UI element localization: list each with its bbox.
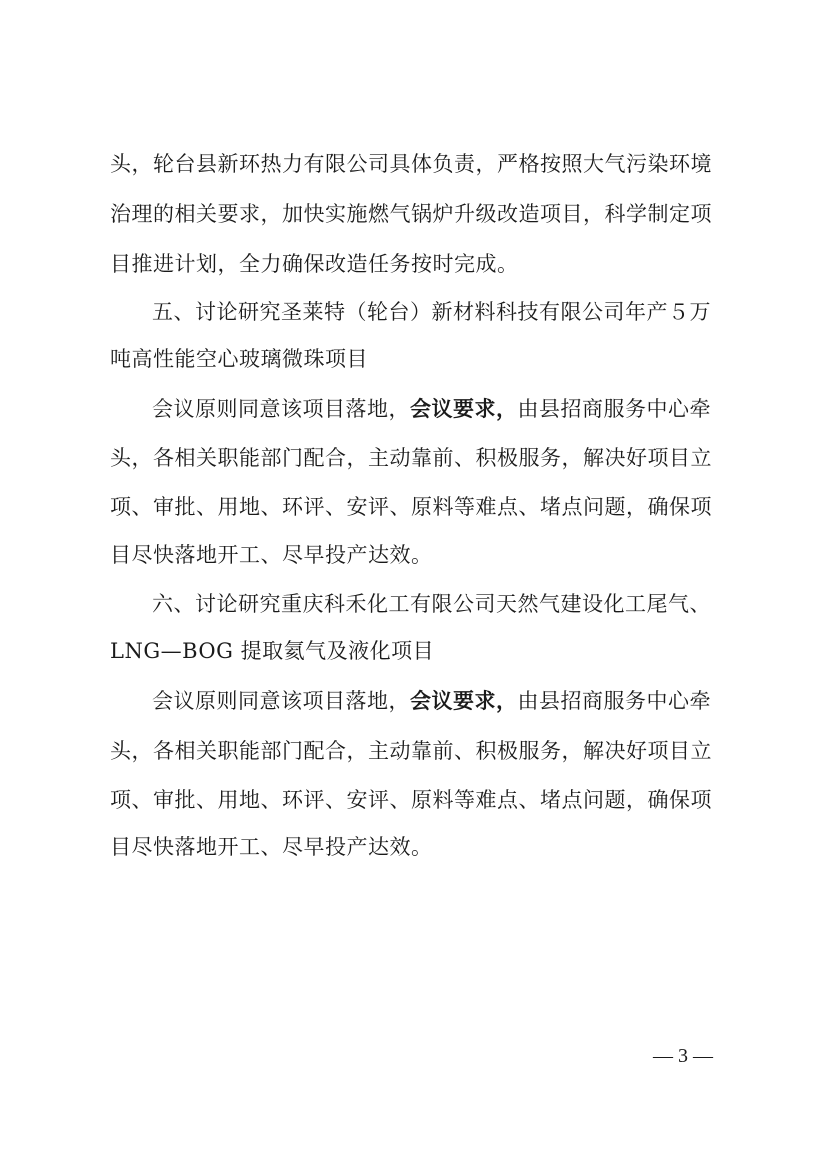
body-line: 目尽快落地开工、尽早投产达效。 [110, 835, 433, 859]
body-line: 头，各相关职能部门配合，主动靠前、积极服务，解决好项目立 [110, 446, 712, 470]
bold-text: 会议要求， [410, 397, 518, 421]
page-number: — 3 — [653, 1045, 713, 1067]
body-line: 项、审批、用地、环评、安评、原料等难点、堵点问题，确保项 [110, 495, 712, 519]
body-text: 会议原则同意该项目落地， [152, 689, 410, 713]
body-line: 目尽快落地开工、尽早投产达效。 [110, 543, 433, 567]
section-heading: 五、讨论研究圣莱特（轮台）新材料科技有限公司年产５万 [152, 300, 711, 324]
bold-text: 会议要求， [410, 689, 518, 713]
body-line: 目推进计划，全力确保改造任务按时完成。 [110, 252, 519, 276]
section-heading: 六、讨论研究重庆科禾化工有限公司天然气建设化工尾气、 [152, 592, 711, 616]
body-text: 由县招商服务中心牵 [517, 689, 711, 713]
body-text: 会议原则同意该项目落地， [152, 397, 410, 421]
section-heading: LNG—BOG 提取氦气及液化项目 [110, 639, 435, 663]
body-line [152, 395, 711, 423]
body-line: 头，各相关职能部门配合，主动靠前、积极服务，解决好项目立 [110, 739, 712, 763]
body-line: 项、审批、用地、环评、安评、原料等难点、堵点问题，确保项 [110, 788, 712, 812]
section-heading: 吨高性能空心玻璃微珠项目 [110, 347, 368, 371]
body-line: 头，轮台县新环热力有限公司具体负责，严格按照大气污染环境 [110, 152, 712, 176]
body-line [152, 687, 711, 715]
body-text: 由县招商服务中心牵 [517, 397, 711, 421]
body-line: 治理的相关要求，加快实施燃气锅炉升级改造项目，科学制定项 [110, 202, 712, 226]
